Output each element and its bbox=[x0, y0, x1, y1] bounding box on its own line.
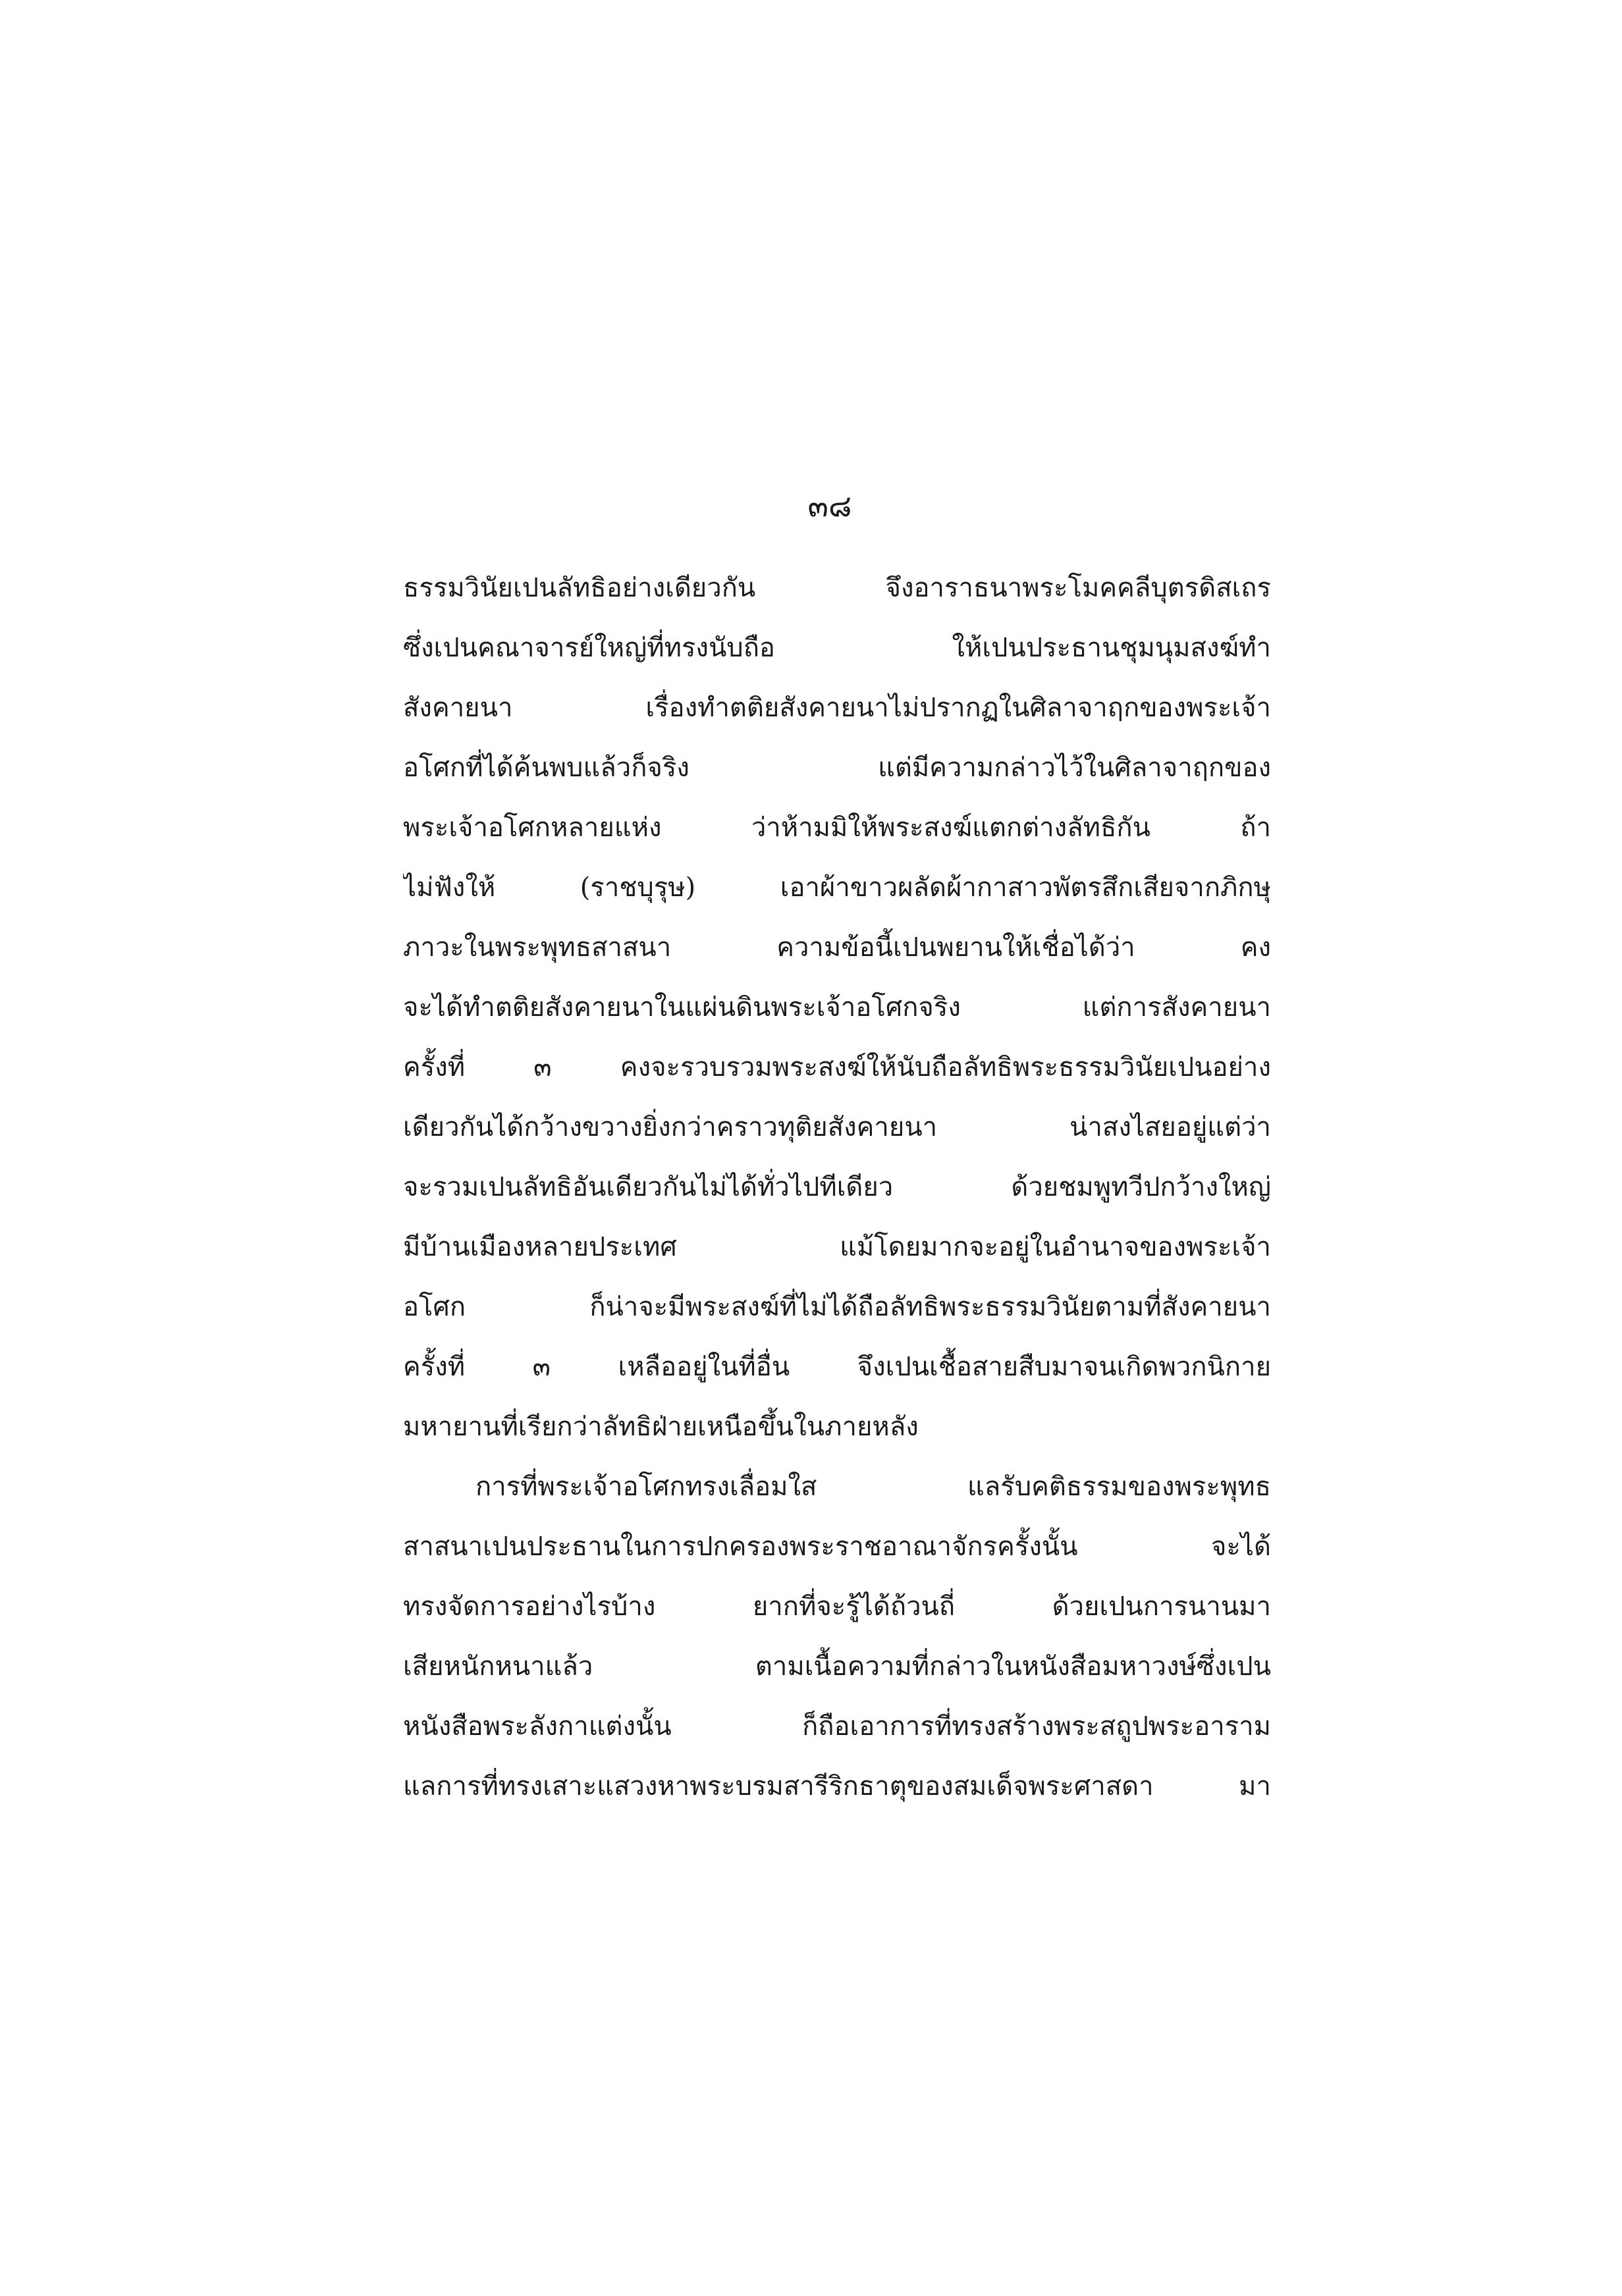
text-line: มีบ้านเมืองหลายประเทศ แม้โดยมากจะอยู่ในอำนาจของพระเจ้า bbox=[403, 1232, 1271, 1262]
text-line: ครั้งที่ ๓ เหลืออยู่ในที่อื่น จึงเปนเชื้อสายสืบมาจนเกิดพวกนิกาย bbox=[403, 1352, 1271, 1382]
page-number: ๓๘ bbox=[807, 488, 852, 523]
paragraph-start-line: การที่พระเจ้าอโศกทรงเลื่อมใส แลรับคติธรรมของพระพุทธ bbox=[475, 1472, 1271, 1502]
text-line: สังคายนา เรื่องทำตติยสังคายนาไม่ปรากฏในศิลาจาฤกของพระเจ้า bbox=[403, 693, 1271, 723]
text-line: ธรรมวินัยเปนลัทธิอย่างเดียวกัน จึงอาราธนาพระโมคคลีบุตรดิสเถร bbox=[403, 573, 1271, 603]
body-text bbox=[403, 558, 1271, 1817]
text-line: ภาวะในพระพุทธสาสนา ความข้อนี้เปนพยานให้เชื่อได้ว่า คง bbox=[403, 932, 1271, 963]
text-line: สาสนาเปนประธานในการปกครองพระราชอาณาจักรครั้งนั้น จะได้ bbox=[403, 1532, 1271, 1562]
text-line: พระเจ้าอโศกหลายแห่ง ว่าห้ามมิให้พระสงฆ์แตกต่างลัทธิกัน ถ้า bbox=[403, 813, 1271, 843]
text-line: เดียวกันได้กว้างขวางยิ่งกว่าคราวทุติยสังคายนา น่าสงไสยอยู่แต่ว่า bbox=[403, 1112, 1271, 1142]
text-line: หนังสือพระลังกาแต่งนั้น ก็ถือเอาการที่ทรงสร้างพระสถูปพระอาราม bbox=[403, 1711, 1271, 1742]
text-line: ไม่ฟังให้ (ราชบุรุษ) เอาผ้าขาวผลัดผ้ากาสาวพัตรสึกเสียจากภิกษุ bbox=[403, 872, 1271, 903]
text-line: ทรงจัดการอย่างไรบ้าง ยากที่จะรู้ได้ถ้วนถี่ ด้วยเปนการนานมา bbox=[403, 1591, 1271, 1622]
text-line: จะรวมเปนลัทธิอันเดียวกันไม่ได้ทั่วไปทีเดียว ด้วยชมพูทวีปกว้างใหญ่ bbox=[403, 1172, 1271, 1202]
text-line: มหายานที่เรียกว่าลัทธิฝ่ายเหนือขึ้นในภายหลัง bbox=[403, 1412, 919, 1442]
text-line: ครั้งที่ ๓ คงจะรวบรวมพระสงฆ์ให้นับถือลัทธิพระธรรมวินัยเปนอย่าง bbox=[403, 1052, 1271, 1082]
text-line: อโศก ก็น่าจะมีพระสงฆ์ที่ไม่ได้ถือลัทธิพระธรรมวินัยตามที่สังคายนา bbox=[403, 1292, 1271, 1322]
text-line: ซึ่งเปนคณาจารย์ใหญ่ที่ทรงนับถือ ให้เปนประธานชุมนุมสงฆ์ทำ bbox=[403, 633, 1271, 663]
text-line: อโศกที่ได้ค้นพบแล้วก็จริง แต่มีความกล่าวไว้ในศิลาจาฤกของ bbox=[403, 753, 1271, 783]
text-line: เสียหนักหนาแล้ว ตามเนื้อความที่กล่าวในหนังสือมหาวงษ์ซึ่งเปน bbox=[403, 1651, 1271, 1682]
text-line: แลการที่ทรงเสาะแสวงหาพระบรมสารีริกธาตุของสมเด็จพระศาสดา มา bbox=[403, 1771, 1271, 1802]
text-line: จะได้ทำตติยสังคายนาในแผ่นดินพระเจ้าอโศกจริง แต่การสังคายนา bbox=[403, 992, 1271, 1023]
